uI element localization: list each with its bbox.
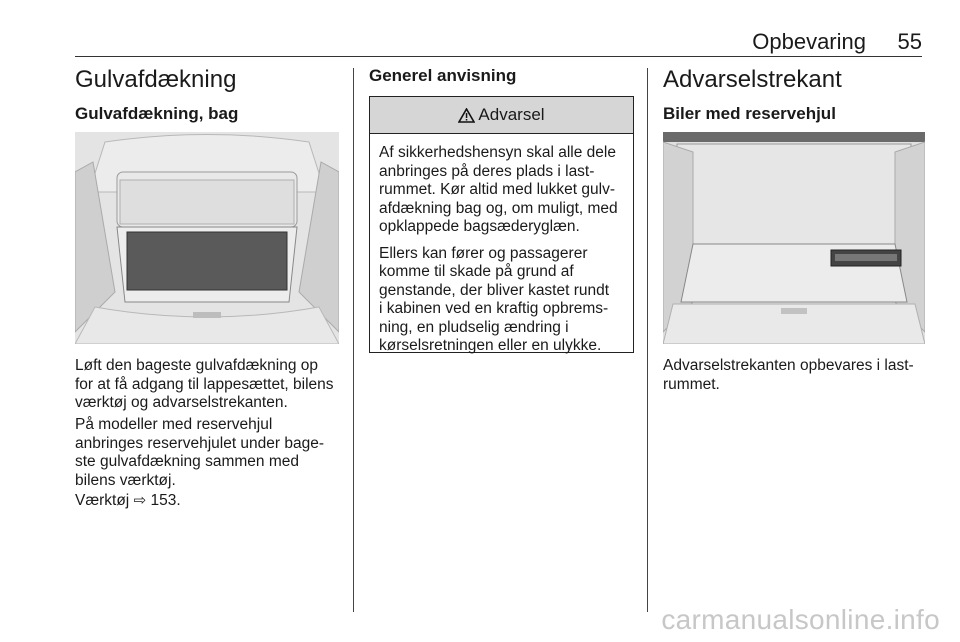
text-line: anbringes reservehjulet under bage- xyxy=(75,434,325,452)
text-line: Af sikkerhedshensyn skal alle dele xyxy=(379,144,616,161)
text-line: genstande, der bliver kastet rundt xyxy=(379,281,610,299)
warning-triangle-icon xyxy=(458,108,475,123)
warning-triangle-paragraph xyxy=(663,357,914,394)
warning-paragraph-2 xyxy=(379,245,626,356)
gulvafdaekning-bag-subheading: Gulvafdækning, bag xyxy=(75,104,239,123)
spare-wheel-paragraph xyxy=(75,416,324,490)
text-line: for at få adgang til lappesættet, bilens xyxy=(75,375,334,393)
text-line: Løft den bageste gulvafdækning op xyxy=(75,357,319,374)
column-divider-2 xyxy=(647,68,648,612)
text-line: i kabinen ved en kraftig opbrems- xyxy=(379,300,609,317)
watermark: carmanualsonline.info xyxy=(661,604,940,635)
warning-body xyxy=(370,134,633,356)
text-line: anbringes på deres plads i last- xyxy=(379,162,595,180)
reference-label: Værktøj xyxy=(75,492,130,509)
text-line: komme til skade på grund af xyxy=(379,263,574,280)
header-divider xyxy=(75,56,922,57)
warning-paragraph-1 xyxy=(379,144,626,237)
text-line: værktøj og advarselstrekanten. xyxy=(75,394,288,411)
text-line: kørselsretningen eller en ulykke. xyxy=(379,337,602,354)
advarselstrekant-heading: Advarselstrekant xyxy=(663,66,842,93)
text-line: bilens værktøj. xyxy=(75,471,176,489)
warning-header xyxy=(370,97,633,134)
text-line: ste gulvafdækning sammen med xyxy=(75,453,300,470)
page-number: 55 xyxy=(897,29,922,54)
text-line: rummet. Kør altid med lukket gulv- xyxy=(379,181,616,198)
text-line: opklappede bagsæderyglæn. xyxy=(379,218,580,235)
biler-med-reservehjul-subheading: Biler med reservehjul xyxy=(663,104,836,123)
text-line: afdækning bag og, om muligt, med xyxy=(379,199,618,217)
column-divider-1 xyxy=(353,68,354,612)
reference-page-link[interactable]: 153. xyxy=(150,492,181,509)
generel-anvisning-heading: Generel anvisning xyxy=(369,66,517,85)
warning-triangle-in-trunk-illustration xyxy=(663,132,925,344)
text-line: På modeller med reservehjul xyxy=(75,416,273,433)
warning-box xyxy=(369,96,634,353)
warning-title: Advarsel xyxy=(478,105,545,124)
trunk-floor-cover-illustration xyxy=(75,132,339,344)
page-reference-arrow-icon: ⇨ xyxy=(133,492,147,509)
text-line: Advarselstrekanten opbevares i last- xyxy=(663,357,914,374)
floor-cover-paragraph xyxy=(75,357,334,413)
gulvafdaekning-heading: Gulvafdækning xyxy=(75,66,237,93)
tools-reference xyxy=(75,492,181,511)
text-line: Ellers kan fører og passagerer xyxy=(379,244,588,262)
text-line: ning, en pludselig ændring i xyxy=(379,318,569,336)
text-line: rummet. xyxy=(663,375,720,393)
section-title: Opbevaring xyxy=(752,29,866,54)
